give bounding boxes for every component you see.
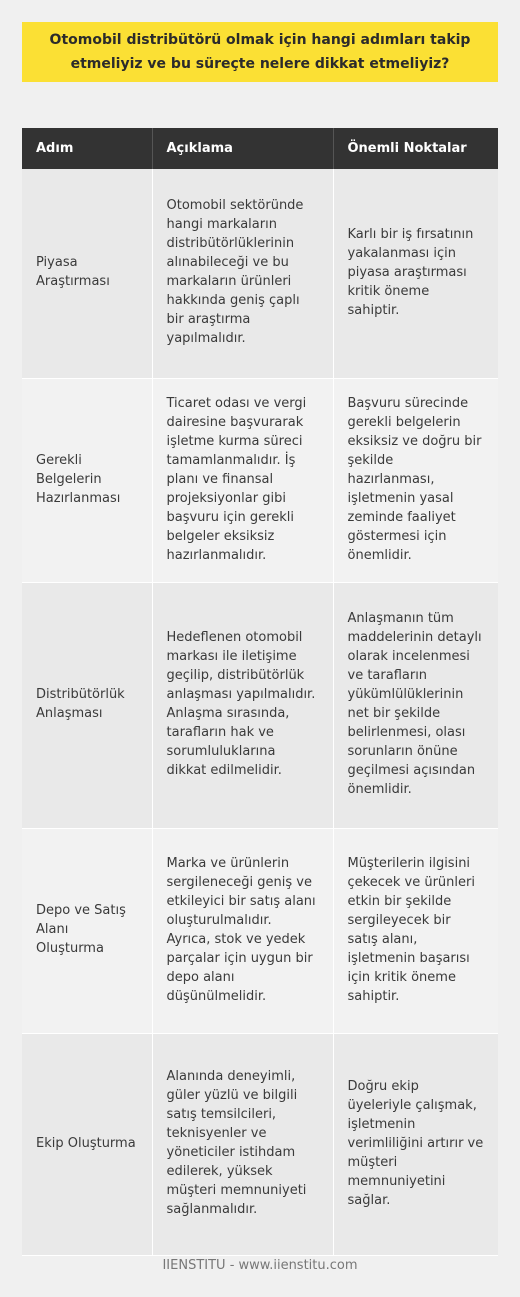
cell-notes: Doğru ekip üyeleriyle çalışmak, işletmenin verimliliğini artırır ve müşteri memnuniyetini sağlar. [333,1033,498,1255]
cell-step: Distribütörlük Anlaşması [22,582,152,828]
header-description: Açıklama [152,128,333,169]
cell-step: Gerekli Belgelerin Hazırlanması [22,378,152,582]
cell-description: Hedeflenen otomobil markası ile iletişime geçilip, distribütörlük anlaşması yapılmalıdır. Anlaşma sırasında, tarafların hak ve sorumluluklarına dikkat edilmelidir. [152,582,333,828]
steps-table [22,128,498,1256]
cell-description: Marka ve ürünlerin sergileneceği geniş ve etkileyici bir satış alanı oluşturulmalıdır. Ayrıca, stok ve yedek parçalar için uygun bir depo alanı düşünülmelidir. [152,828,333,1033]
header-step: Adım [22,128,152,169]
header-notes: Önemli Noktalar [333,128,498,169]
cell-notes: Karlı bir iş fırsatının yakalanması için piyasa araştırması kritik öneme sahiptir. [333,169,498,378]
cell-notes: Başvuru sürecinde gerekli belgelerin eksiksiz ve doğru bir şekilde hazırlanması, işletmenin yasal zeminde faaliyet göstermesi için önemlidir. [333,378,498,582]
page-title: Otomobil distribütörü olmak için hangi adımları takip etmeliyiz ve bu süreçte nelere dikkat etmeliyiz? [22,22,498,82]
table-header [22,128,498,169]
table-row [22,582,498,828]
cell-notes: Anlaşmanın tüm maddelerinin detaylı olarak incelenmesi ve tarafların yükümlülüklerinin net bir şekilde belirlenmesi, olası sorunların önüne geçilmesi açısından önemlidir. [333,582,498,828]
cell-description: Otomobil sektöründe hangi markaların distribütörlüklerinin alınabileceği ve bu markaların ürünleri hakkında geniş çaplı bir araştırma yapılmalıdır. [152,169,333,378]
cell-description: Ticaret odası ve vergi dairesine başvurarak işletme kurma süreci tamamlanmalıdır. İş planı ve finansal projeksiyonlar gibi başvuru için gerekli belgeler eksiksiz hazırlanmalıdır. [152,378,333,582]
table-row [22,828,498,1033]
header-row [22,128,498,169]
table-row [22,1033,498,1255]
cell-step: Depo ve Satış Alanı Oluşturma [22,828,152,1033]
cell-step: Ekip Oluşturma [22,1033,152,1255]
cell-step: Piyasa Araştırması [22,169,152,378]
table-row [22,169,498,378]
cell-description: Alanında deneyimli, güler yüzlü ve bilgili satış temsilcileri, teknisyenler ve yöneticiler istihdam edilerek, yüksek müşteri memnuniyeti sağlanmalıdır. [152,1033,333,1255]
table-row [22,378,498,582]
cell-notes: Müşterilerin ilgisini çekecek ve ürünleri etkin bir şekilde sergileyecek bir satış alanı, işletmenin başarısı için kritik öneme sahiptir. [333,828,498,1033]
table-body [22,169,498,1255]
footer-credit: IIENSTITU - www.iienstitu.com [162,1258,358,1273]
